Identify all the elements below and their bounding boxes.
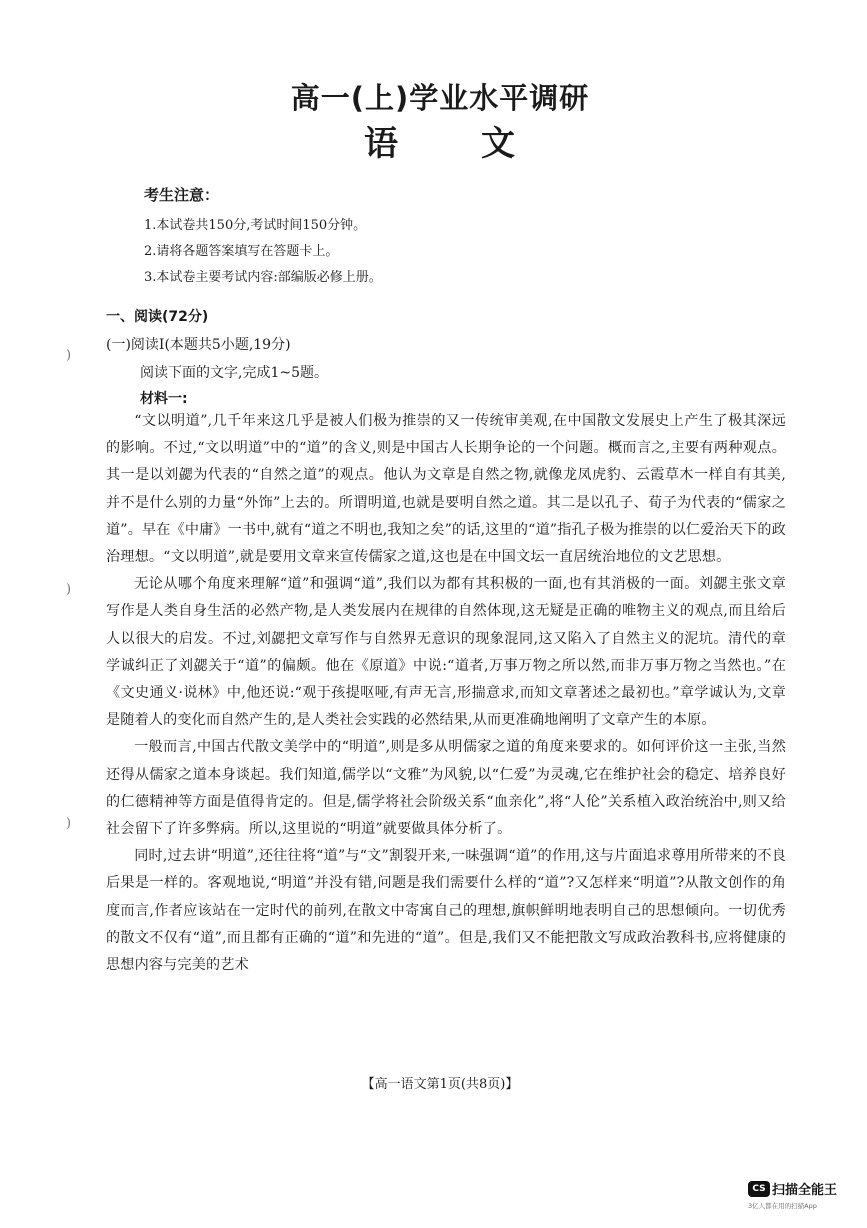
subject-title [0,116,867,165]
reading-instruction: 阅读下面的文字,完成1~5题。 [140,365,328,381]
passage-body [106,408,786,979]
passage-paragraph: 同时,过去讲“明道”,还往往将“道”与“文”割裂开来,一味强调“道”的作用,这与片面追求尊用所带来的不良后果是一样的。客观地说,“明道”并没有错,问题是我们需要什么样的“道”?又怎样来“明道”?从散文创作的角度而言,作者应该站在一定时代的前列,在散文中寄寓自己的理想,旗帜鲜明地表明自己的思想倾向。一切优秀的散文不仅有“道”,而且都有正确的“道”和先进的“道”。但是,我们又不能把散文写成政治教科书,应将健康的思想内容与完美的艺术 [106,848,786,974]
notice-item: 3.本试卷主要考试内容:部编版必修上册。 [144,270,382,285]
notice-item: 2.请将各题答案填写在答题卡上。 [144,244,339,259]
exam-title: 高一(上)学业水平调研 [290,81,590,115]
binding-mark: ) [66,348,72,363]
passage-paragraph: 一般而言,中国古代散文美学中的“明道”,则是多从明儒家之道的角度来要求的。如何评价这一主张,当然还得从儒家之道本身谈起。我们知道,儒学以“文雅”为风貌,以“仁爱”为灵魂,它在维护社会的稳定、培养良好的仁德精神等方面是值得肯定的。但是,儒学将社会阶级关系“血亲化”,将“人伦”关系植入政治统治中,则又给社会留下了许多弊病。所以,这里说的“明道”就要做具体分析了。 [106,739,786,838]
scanner-watermark [748,1178,837,1210]
subsection-title: (一)阅读Ⅰ(本题共5小题,19分) [106,337,291,353]
page-footer: 【高一语文第1页(共8页)】 [361,1077,519,1092]
camscanner-logo-icon: CS [748,1181,770,1197]
notice-title: 考生注意： [144,186,220,204]
candidate-notice [144,184,382,291]
passage-paragraph: “文以明道”,几千年来这几乎是被人们极为推崇的又一传统审美观,在中国散文发展史上产生了极其深远的影响。不过,“文以明道”中的“道”的含义,则是中国古人长期争论的一个问题。概而言之,主要有两种观点。其一是以刘勰为代表的“自然之道”的观点。他认为文章是自然之物,就像龙凤虎豹、云霞草木一样自有其美,并不是什么别的力量“外饰”上去的。所谓明道,也就是要明自然之道。其二是以孔子、荀子为代表的“儒家之道”。早在《中庸》一书中,就有“道之不明也,我知之矣”的话,这里的“道”指孔子极为推崇的以仁爱治天下的政治理想。“文以明道”,就是要用文章来宣传儒家之道,这也是在中国文坛一直居统治地位的文艺思想。 [106,413,786,566]
watermark-tagline: 3亿人都在用的扫描App [748,1202,817,1210]
binding-mark: ) [66,582,72,597]
material-label: 材料一: [140,391,188,407]
subject-char-left: 语 [364,124,399,164]
watermark-app-name: 扫描全能王 [772,1183,838,1198]
binding-mark: ) [66,816,72,831]
passage-paragraph: 无论从哪个角度来理解“道”和强调“道”,我们以为都有其积极的一面,也有其消极的一面。刘勰主张文章写作是人类自身生活的必然产物,是人类发展内在规律的自然体现,这无疑是正确的唯物主义的观点,而且给后人以很大的启发。不过,刘勰把文章写作与自然界无意识的现象混同,这又陷入了自然主义的泥坑。清代的章学诚纠正了刘勰关于“道”的偏颇。他在《原道》中说:“道者,万事万物之所以然,而非万事万物之当然也。”在《文史通义·说林》中,他还说:“观于孩提呕哑,有声无言,形揣意求,而知文章著述之最初也。”章学诚认为,文章是随着人的变化而自然产生的,是人类社会实践的必然结果,从而更准确地阐明了文章产生的本原。 [106,576,786,729]
section-title: 一、阅读(72分) [106,309,209,325]
subject-char-right: 文 [481,124,516,164]
notice-item: 1.本试卷共150分,考试时间150分钟。 [144,218,367,233]
